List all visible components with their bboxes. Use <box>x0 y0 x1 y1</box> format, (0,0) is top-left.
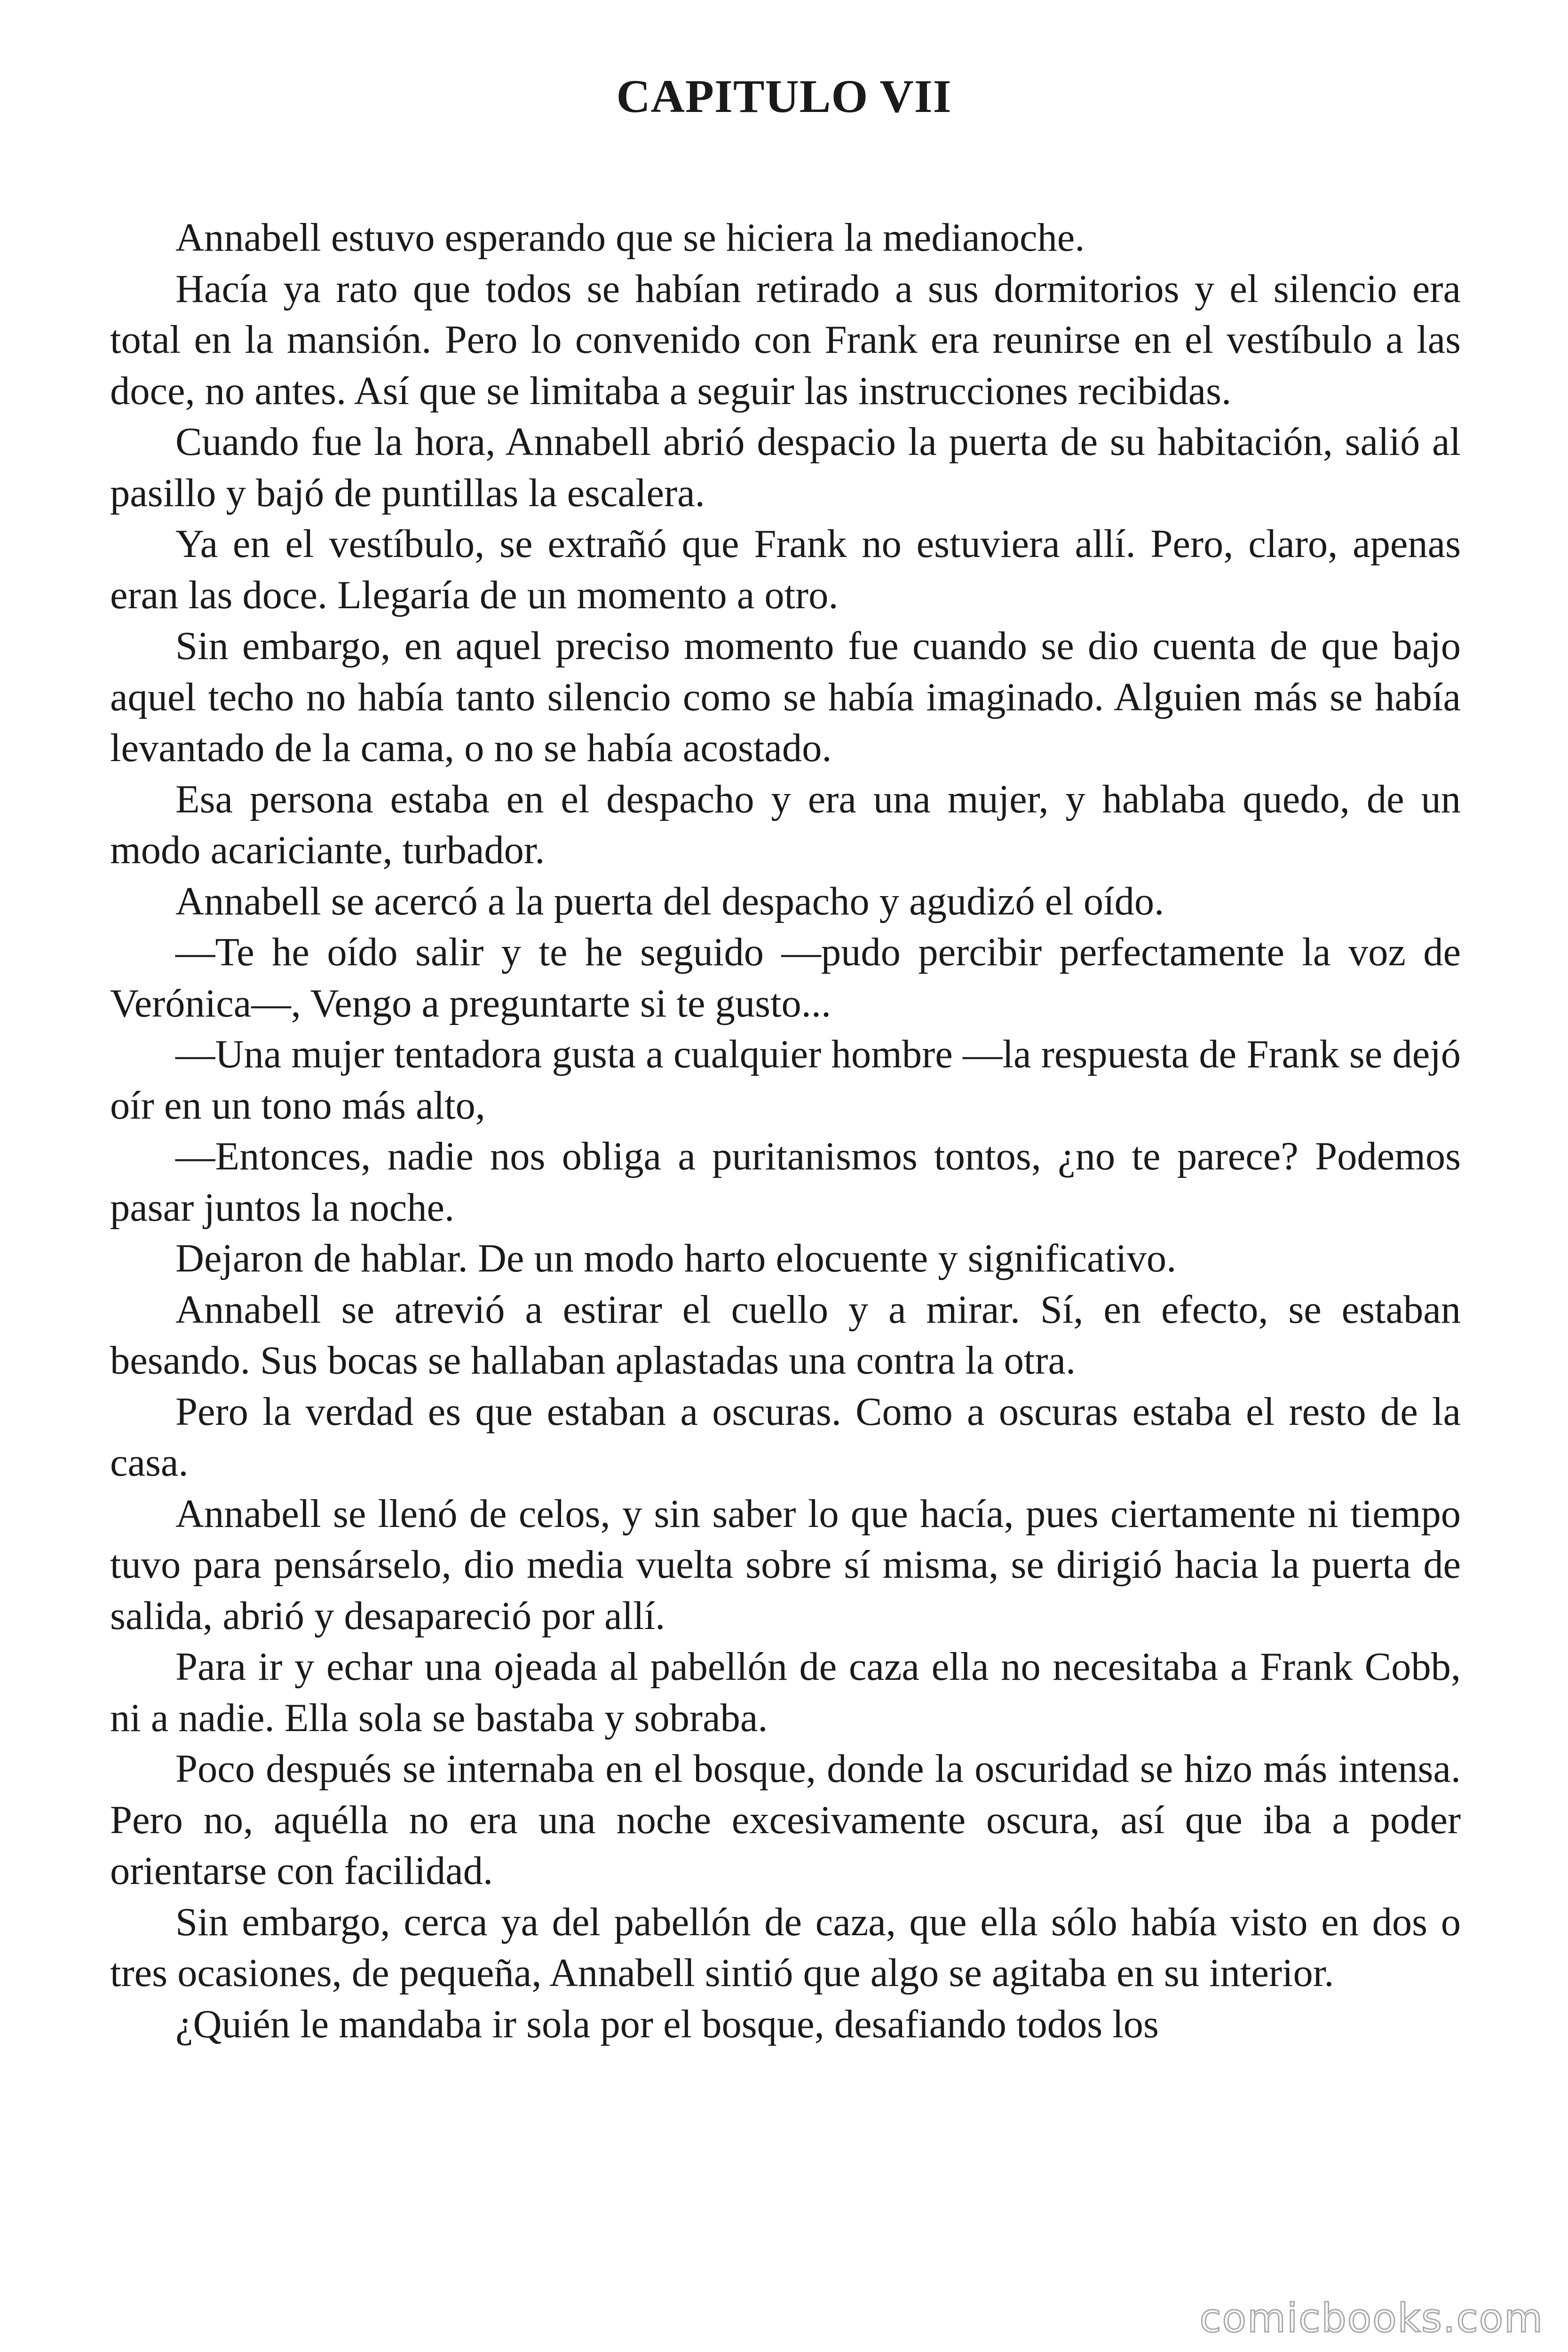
paragraph: —Una mujer tentadora gusta a cualquier hombre —la respuesta de Frank se dejó oír en un tono más alto, <box>110 1033 1461 1128</box>
paragraph: Annabell se atrevió a estirar el cuello y a mirar. Sí, en efecto, se estaban besando. Sus bocas se hallaban aplastadas una contra la otra. <box>110 1287 1461 1383</box>
paragraph: —Entonces, nadie nos obliga a puritanismos tontos, ¿no te parece? Podemos pasar juntos la noche. <box>110 1135 1461 1230</box>
paragraph: Cuando fue la hora, Annabell abrió despacio la puerta de su habitación, salió al pasillo y bajó de puntillas la escalera. <box>110 420 1461 515</box>
paragraph: Sin embargo, cerca ya del pabellón de caza, que ella sólo había visto en dos o tres ocasiones, de pequeña, Annabell sintió que algo se agitaba en su interior. <box>110 1900 1461 1995</box>
paragraph: Hacía ya rato que todos se habían retirado a sus dormitorios y el silencio era total en la mansión. Pero lo convenido con Frank era reunirse en el vestíbulo a las doce, no antes. Así que se limitaba a seguir las instrucciones recibidas. <box>110 267 1461 413</box>
paragraph: Poco después se internaba en el bosque, donde la oscuridad se hizo más intensa. Pero no, aquélla no era una noche excesivamente oscura, así que iba a poder orientarse con facilidad. <box>110 1747 1461 1893</box>
paragraph: Annabell estuvo esperando que se hiciera la medianoche. <box>175 216 1085 260</box>
paragraph: Para ir y echar una ojeada al pabellón de caza ella no necesitaba a Frank Cobb, ni a nadie. Ella sola se bastaba y sobraba. <box>110 1645 1461 1740</box>
paragraph: Ya en el vestíbulo, se extrañó que Frank no estuviera allí. Pero, claro, apenas eran las doce. Llegaría de un momento a otro. <box>110 522 1461 617</box>
paragraph: Dejaron de hablar. De un modo harto elocuente y significativo. <box>175 1237 1177 1280</box>
paragraph: Esa persona estaba en el despacho y era una mujer, y hablaba quedo, de un modo acariciante, turbador. <box>110 777 1461 872</box>
paragraph: —Te he oído salir y te he seguido —pudo percibir perfectamente la voz de Verónica—, Vengo a preguntarte si te gusto... <box>110 930 1461 1025</box>
paragraph: ¿Quién le mandaba ir sola por el bosque, desafiando todos los <box>175 2002 1159 2046</box>
paragraph: Annabell se llenó de celos, y sin saber lo que hacía, pues ciertamente ni tiempo tuvo para pensárselo, dio media vuelta sobre sí misma, se dirigió hacia la puerta de salida, abrió y desapareció por allí. <box>110 1492 1461 1638</box>
chapter-title: CAPITULO VII <box>616 70 952 122</box>
watermark: comicbooks.com <box>1199 2295 1544 2341</box>
paragraph: Pero la verdad es que estaban a oscuras. Como a oscuras estaba el resto de la casa. <box>110 1390 1461 1485</box>
paragraph: Annabell se acercó a la puerta del despacho y agudizó el oído. <box>175 879 1164 923</box>
body-text <box>110 213 1461 2050</box>
paragraph: Sin embargo, en aquel preciso momento fue cuando se dio cuenta de que bajo aquel techo no había tanto silencio como se había imaginado. Alguien más se había levantado de la cama, o no se había acostado. <box>110 624 1461 770</box>
